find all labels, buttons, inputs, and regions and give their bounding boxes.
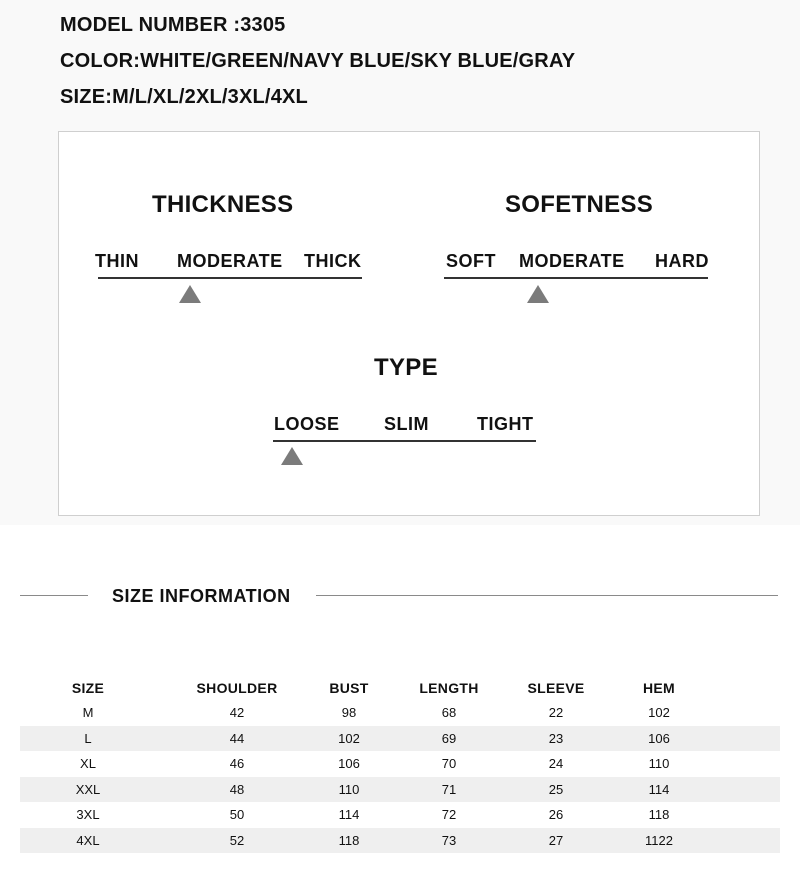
softness-rule: [444, 277, 708, 279]
cell-size: M: [82, 705, 94, 721]
size-table: [20, 675, 780, 853]
softness-label-hard: HARD: [655, 251, 709, 271]
thickness-marker-icon: [179, 285, 201, 303]
table-header-row: [20, 675, 780, 700]
cell-bust: 102: [338, 730, 360, 746]
table-row: [20, 700, 780, 726]
section-divider-left: [20, 595, 88, 596]
cell-bust: 110: [338, 781, 360, 797]
table-row: [20, 802, 780, 828]
cell-size: 3XL: [76, 807, 100, 823]
type-rule: [273, 440, 536, 442]
fabric-properties-panel: [58, 131, 760, 516]
type-title: TYPE: [374, 354, 438, 381]
cell-length: 70: [441, 756, 457, 772]
cell-bust: 98: [341, 705, 357, 721]
cell-size: 4XL: [76, 832, 100, 848]
header-length: LENGTH: [419, 679, 479, 696]
cell-sleeve: 23: [548, 730, 564, 746]
cell-size: XL: [80, 756, 96, 772]
color-options: COLOR:WHITE/GREEN/NAVY BLUE/SKY BLUE/GRAY: [60, 50, 576, 72]
cell-hem: 118: [648, 807, 670, 823]
header-size: SIZE: [71, 679, 105, 696]
thickness-label-thick: THICK: [304, 251, 362, 271]
table-row: [20, 726, 780, 752]
thickness-title: THICKNESS: [152, 191, 294, 218]
size-options: SIZE:M/L/XL/2XL/3XL/4XL: [60, 86, 308, 108]
cell-sleeve: 22: [548, 705, 564, 721]
cell-hem: 102: [648, 705, 670, 721]
cell-shoulder: 52: [229, 832, 245, 848]
header-sleeve: SLEEVE: [527, 679, 585, 696]
table-row: [20, 777, 780, 803]
softness-marker-icon: [527, 285, 549, 303]
size-information-title: SIZE INFORMATION: [112, 586, 291, 606]
softness-label-soft: SOFT: [446, 251, 496, 271]
header-bust: BUST: [329, 679, 369, 696]
cell-hem: 106: [648, 730, 670, 746]
cell-sleeve: 25: [548, 781, 564, 797]
cell-hem: 114: [648, 781, 670, 797]
softness-title: SOFETNESS: [505, 191, 654, 218]
cell-length: 68: [441, 705, 457, 721]
thickness-rule: [98, 277, 362, 279]
header-hem: HEM: [642, 679, 675, 696]
softness-label-moderate: MODERATE: [519, 251, 625, 271]
cell-sleeve: 26: [548, 807, 564, 823]
type-marker-icon: [281, 447, 303, 465]
cell-sleeve: 27: [548, 832, 564, 848]
cell-shoulder: 46: [229, 756, 245, 772]
cell-bust: 114: [338, 807, 360, 823]
cell-length: 73: [441, 832, 457, 848]
cell-shoulder: 42: [229, 705, 245, 721]
cell-bust: 118: [338, 832, 360, 848]
cell-sleeve: 24: [548, 756, 564, 772]
cell-shoulder: 48: [229, 781, 245, 797]
cell-length: 71: [441, 781, 457, 797]
cell-size: L: [84, 730, 92, 746]
cell-length: 69: [441, 730, 457, 746]
model-number: MODEL NUMBER :3305: [60, 14, 286, 36]
table-row: [20, 751, 780, 777]
cell-hem: 110: [648, 756, 670, 772]
cell-size: XXL: [75, 781, 101, 797]
thickness-label-moderate: MODERATE: [177, 251, 283, 271]
cell-shoulder: 50: [229, 807, 245, 823]
type-label-slim: SLIM: [384, 414, 429, 434]
section-divider-right: [316, 595, 778, 596]
cell-bust: 106: [338, 756, 360, 772]
thickness-label-thin: THIN: [95, 251, 139, 271]
table-row: [20, 828, 780, 854]
type-label-tight: TIGHT: [477, 414, 534, 434]
cell-hem: 1122: [645, 832, 673, 848]
type-label-loose: LOOSE: [274, 414, 340, 434]
header-shoulder: SHOULDER: [196, 679, 278, 696]
cell-length: 72: [441, 807, 457, 823]
cell-shoulder: 44: [229, 730, 245, 746]
